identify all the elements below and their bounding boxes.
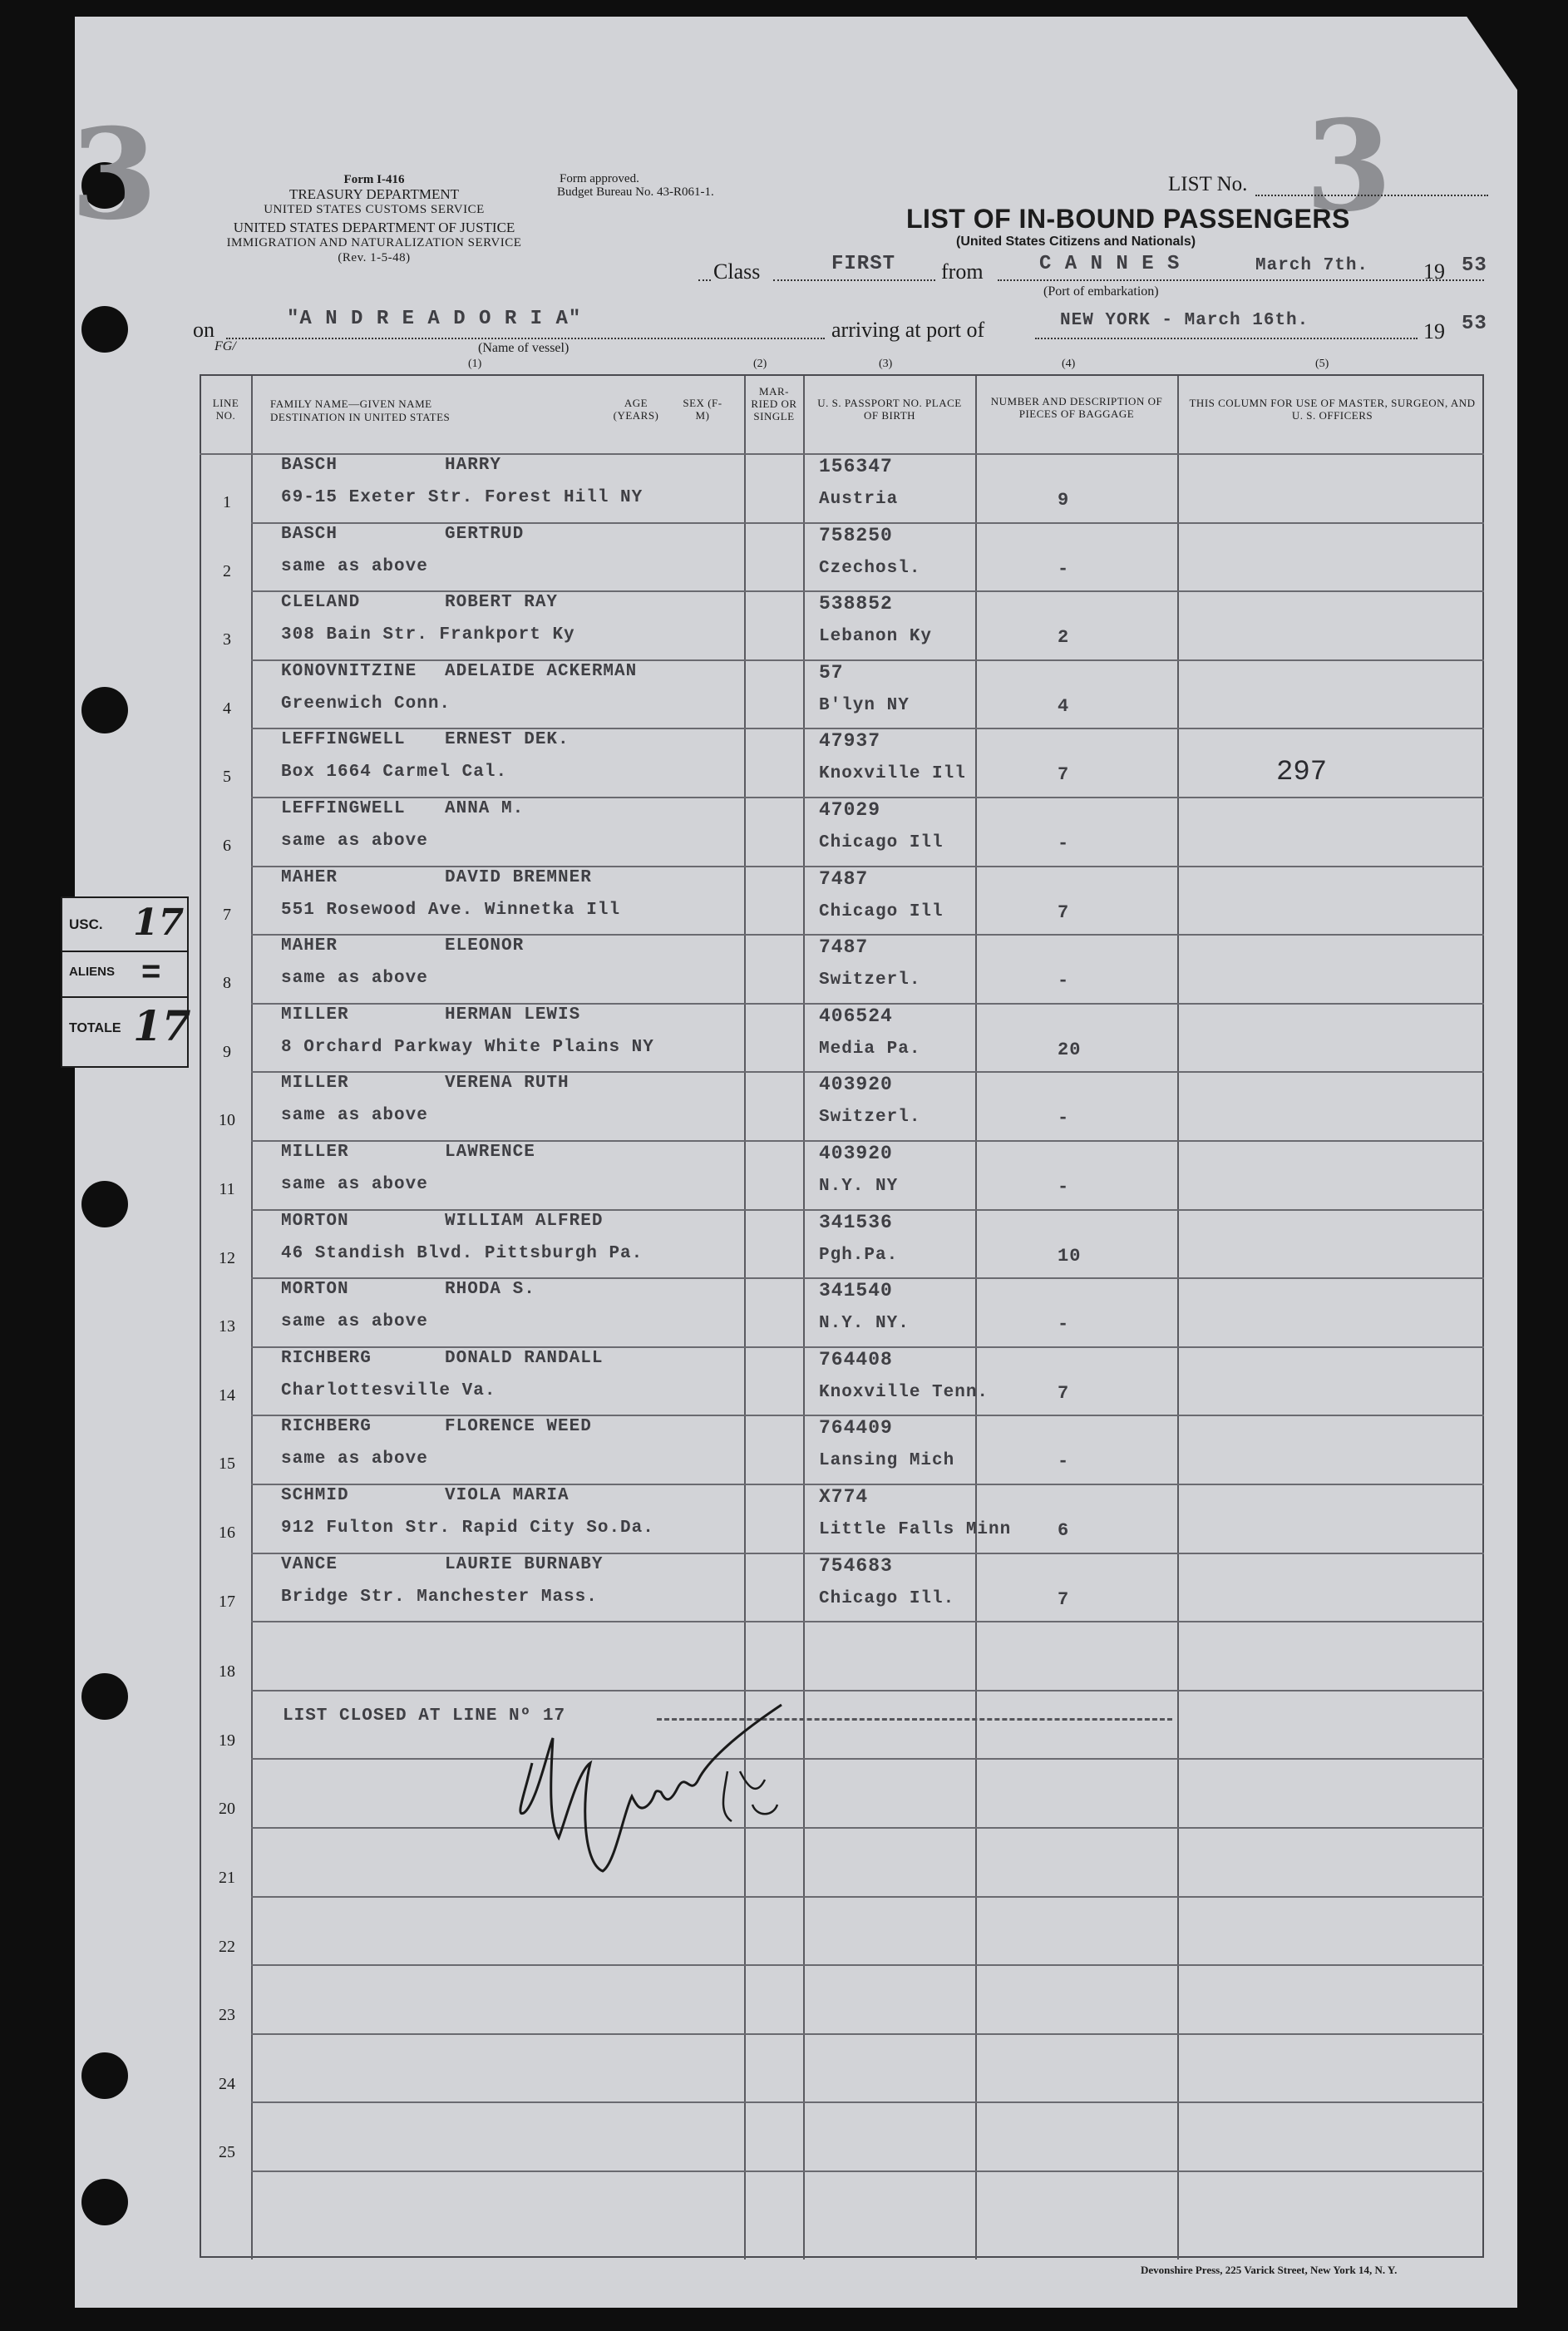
passenger-given-name: ANNA M. — [445, 799, 525, 818]
passport-number: 57 — [819, 662, 844, 684]
line-number: 10 — [219, 1111, 235, 1129]
row-rule — [251, 1209, 1484, 1211]
line-number: 16 — [219, 1524, 235, 1542]
place-of-birth: Chicago Ill — [819, 833, 944, 852]
line-number: 7 — [223, 906, 231, 924]
row-rule — [251, 1071, 1484, 1073]
corner-number-left: 3 — [71, 101, 158, 248]
passport-number: 764408 — [819, 1349, 893, 1370]
passenger-surname: RICHBERG — [281, 1417, 372, 1436]
passport-number: 7487 — [819, 936, 869, 958]
passport-number: 156347 — [819, 456, 893, 477]
place-of-birth: Little Falls Minn — [819, 1520, 1012, 1539]
passenger-surname: MILLER — [281, 1074, 349, 1093]
passenger-destination: 69-15 Exeter Str. Forest Hill NY — [281, 488, 643, 507]
line-number: 14 — [219, 1386, 235, 1405]
passenger-destination: Charlottesville Va. — [281, 1381, 496, 1400]
baggage-count: 7 — [1058, 764, 1070, 785]
tally-rule — [62, 996, 187, 998]
margin-note: FG/ — [214, 339, 236, 353]
line-number: 23 — [219, 2006, 235, 2024]
passenger-destination: same as above — [281, 1449, 428, 1469]
passport-number: 47029 — [819, 799, 881, 821]
passenger-destination: 46 Standish Blvd. Pittsburgh Pa. — [281, 1244, 643, 1263]
place-of-birth: Chicago Ill. — [819, 1589, 955, 1608]
line-number: 1 — [223, 493, 231, 511]
passenger-surname: LEFFINGWELL — [281, 799, 406, 818]
passenger-destination: Greenwich Conn. — [281, 694, 451, 714]
class-line — [698, 279, 711, 281]
punch-hole — [81, 1181, 128, 1227]
passenger-surname: CLELAND — [281, 593, 361, 612]
passport-number: 764409 — [819, 1417, 893, 1439]
baggage-count: 9 — [1058, 490, 1070, 511]
passenger-surname: MORTON — [281, 1280, 349, 1299]
passenger-given-name: WILLIAM ALFRED — [445, 1212, 604, 1231]
arrival-line — [1035, 338, 1418, 339]
baggage-count: 10 — [1058, 1246, 1082, 1267]
place-of-birth: Pgh.Pa. — [819, 1246, 899, 1265]
list-number-label: LIST No. — [1168, 173, 1248, 195]
passenger-surname: RICHBERG — [281, 1349, 372, 1368]
passenger-given-name: ELEONOR — [445, 936, 525, 956]
aliens-count: = — [141, 953, 161, 990]
line-number: 12 — [219, 1249, 235, 1267]
row-rule — [251, 1415, 1484, 1416]
row-rule — [251, 934, 1484, 936]
punch-hole — [81, 2179, 128, 2225]
passenger-surname: MAHER — [281, 936, 338, 956]
line-number: 8 — [223, 974, 231, 992]
list-number-line — [1255, 195, 1488, 196]
passenger-surname: MORTON — [281, 1212, 349, 1231]
row-rule — [251, 1003, 1484, 1005]
passenger-destination: same as above — [281, 1106, 428, 1125]
place-of-birth: N.Y. NY. — [819, 1314, 910, 1333]
passenger-given-name: RHODA S. — [445, 1280, 535, 1299]
passenger-given-name: VIOLA MARIA — [445, 1486, 570, 1505]
officer-signature — [499, 1672, 815, 1888]
row-rule — [251, 2170, 1484, 2172]
row-rule — [251, 1964, 1484, 1966]
budget-bureau: Budget Bureau No. 43-R061-1. — [557, 185, 714, 199]
embark-year-prefix: 19 — [1423, 259, 1445, 284]
row-rule — [251, 1553, 1484, 1554]
passenger-destination: 551 Rosewood Ave. Winnetka Ill — [281, 901, 621, 920]
passenger-given-name: VERENA RUTH — [445, 1074, 570, 1093]
line-number: 18 — [219, 1662, 235, 1681]
passport-number: 47937 — [819, 730, 881, 752]
place-of-birth: Czechosl. — [819, 559, 921, 578]
passenger-given-name: FLORENCE WEED — [445, 1417, 592, 1436]
passenger-destination: 308 Bain Str. Frankport Ky — [281, 625, 575, 644]
passenger-destination: 912 Fulton Str. Rapid City So.Da. — [281, 1519, 654, 1538]
corner-number-right: 3 — [1305, 93, 1393, 240]
total-count: 17 — [133, 1001, 191, 1050]
passenger-surname: BASCH — [281, 525, 338, 544]
line-number: 4 — [223, 699, 231, 718]
row-rule — [251, 1758, 1484, 1760]
passenger-given-name: ROBERT RAY — [445, 593, 559, 612]
revision: (Rev. 1-5-48) — [338, 251, 411, 264]
usc-count: 17 — [133, 901, 185, 944]
header-line-no: LINE NO. — [212, 397, 239, 422]
class-value: FIRST — [831, 253, 896, 275]
header-passport: U. S. PASSPORT NO. PLACE OF BIRTH — [817, 397, 962, 422]
row-rule — [251, 1896, 1484, 1898]
arrival-year: 53 — [1462, 313, 1487, 335]
form-header-agencies — [191, 172, 557, 265]
baggage-count: - — [1058, 1314, 1070, 1335]
line-number: 15 — [219, 1454, 235, 1473]
header-married: MAR-RIED OR SINGLE — [751, 385, 797, 422]
header-sex: SEX (F-M) — [683, 397, 722, 422]
embarkation-year: 53 — [1462, 254, 1487, 277]
divider-passport-col — [803, 376, 805, 2259]
justice-dept: UNITED STATES DEPARTMENT OF JUSTICE — [233, 220, 515, 235]
passenger-given-name: ADELAIDE ACKERMAN — [445, 662, 638, 681]
line-number: 3 — [223, 630, 231, 649]
line-number: 17 — [219, 1593, 235, 1611]
passport-number: 758250 — [819, 525, 893, 546]
line-number: 20 — [219, 1800, 235, 1818]
passenger-destination: same as above — [281, 832, 428, 851]
passenger-given-name: ERNEST DEK. — [445, 730, 570, 749]
passport-number: 754683 — [819, 1555, 893, 1577]
printer-footer: Devonshire Press, 225 Varick Street, New York 14, N. Y. — [1141, 2264, 1398, 2276]
passenger-destination: same as above — [281, 969, 428, 988]
passenger-surname: MILLER — [281, 1005, 349, 1025]
total-label: TOTALE — [69, 1021, 121, 1035]
row-rule — [251, 1140, 1484, 1142]
class-label: Class — [713, 259, 761, 284]
header-bottom-rule — [200, 453, 1484, 455]
tally-box — [61, 896, 189, 1068]
passport-number: X774 — [819, 1486, 869, 1508]
col-number-1: (1) — [468, 358, 482, 370]
officer-note: 297 — [1276, 757, 1328, 788]
baggage-count: - — [1058, 970, 1070, 991]
passport-number: 403920 — [819, 1074, 893, 1095]
line-number: 21 — [219, 1869, 235, 1887]
header-destination: DESTINATION IN UNITED STATES — [270, 411, 451, 423]
line-number: 19 — [219, 1731, 235, 1750]
vessel-caption: (Name of vessel) — [478, 341, 570, 355]
place-of-birth: Media Pa. — [819, 1040, 921, 1059]
line-number: 11 — [219, 1180, 235, 1198]
punch-hole — [81, 306, 128, 353]
port-embarkation-caption: (Port of embarkation) — [1043, 284, 1159, 299]
form-title: LIST OF IN-BOUND PASSENGERS — [906, 204, 1350, 234]
place-of-birth: Switzerl. — [819, 970, 921, 990]
embarkation-date: March 7th. — [1255, 256, 1369, 275]
list-closed-note: LIST CLOSED AT LINE Nº 17 — [283, 1706, 566, 1726]
passport-number: 403920 — [819, 1143, 893, 1164]
ins-service: IMMIGRATION AND NATURALIZATION SERVICE — [226, 236, 522, 249]
baggage-count: - — [1058, 833, 1070, 854]
line-number: 2 — [223, 562, 231, 580]
place-of-birth: Chicago Ill — [819, 902, 944, 921]
row-rule — [251, 1484, 1484, 1485]
place-of-birth: Lansing Mich — [819, 1451, 955, 1470]
place-of-birth: Knoxville Ill — [819, 764, 966, 783]
baggage-count: 7 — [1058, 1383, 1070, 1404]
customs-service: UNITED STATES CUSTOMS SERVICE — [264, 203, 485, 216]
place-of-birth: Lebanon Ky — [819, 627, 933, 646]
row-rule — [251, 1277, 1484, 1279]
passenger-surname: BASCH — [281, 456, 338, 475]
arrival-year-prefix: 19 — [1423, 319, 1445, 343]
passport-number: 341536 — [819, 1212, 893, 1233]
vessel-name: "A N D R E A D O R I A" — [287, 308, 582, 330]
baggage-count: 20 — [1058, 1040, 1082, 1060]
passenger-given-name: GERTRUD — [445, 525, 525, 544]
passenger-destination: 8 Orchard Parkway White Plains NY — [281, 1038, 654, 1057]
row-rule — [251, 2101, 1484, 2103]
header-baggage: NUMBER AND DESCRIPTION OF PIECES OF BAGGAGE — [990, 395, 1163, 420]
baggage-count: 4 — [1058, 696, 1070, 717]
line-number: 5 — [223, 768, 231, 786]
row-rule — [251, 866, 1484, 867]
row-rule — [251, 2033, 1484, 2035]
baggage-count: - — [1058, 1451, 1070, 1472]
header-age: AGE (YEARS) — [613, 397, 659, 422]
line-number: 9 — [223, 1043, 231, 1061]
line-number: 6 — [223, 837, 231, 855]
vessel-line — [226, 338, 825, 339]
passenger-given-name: DAVID BREMNER — [445, 868, 592, 887]
passenger-destination: same as above — [281, 1175, 428, 1194]
punch-hole — [81, 2052, 128, 2099]
col-number-3: (3) — [879, 358, 893, 370]
divider-line-col — [251, 376, 253, 2259]
form-approved: Form approved. — [560, 172, 639, 185]
divider-married-col — [744, 376, 746, 2259]
passenger-surname: SCHMID — [281, 1486, 349, 1505]
form-approval — [557, 172, 714, 199]
line-number: 22 — [219, 1938, 235, 1956]
punch-hole — [81, 1673, 128, 1720]
row-rule — [251, 797, 1484, 798]
passport-number: 538852 — [819, 593, 893, 615]
line-number: 13 — [219, 1317, 235, 1336]
place-of-birth: Austria — [819, 490, 899, 509]
place-of-birth: N.Y. NY — [819, 1177, 899, 1196]
passport-number: 406524 — [819, 1005, 893, 1027]
divider-baggage-col — [975, 376, 977, 2259]
baggage-count: - — [1058, 559, 1070, 580]
from-label: from — [941, 259, 984, 284]
row-rule — [251, 659, 1484, 661]
port-of-embarkation: C A N N E S — [1039, 253, 1181, 275]
row-rule — [251, 522, 1484, 524]
place-of-birth: B'lyn NY — [819, 696, 910, 715]
class-value-line — [773, 279, 935, 281]
col-number-5: (5) — [1315, 358, 1329, 370]
row-rule — [251, 1346, 1484, 1348]
tally-rule — [62, 951, 187, 952]
passport-number: 341540 — [819, 1280, 893, 1301]
passenger-given-name: DONALD RANDALL — [445, 1349, 604, 1368]
row-rule — [251, 1690, 1484, 1691]
place-of-birth: Switzerl. — [819, 1108, 921, 1127]
passenger-destination: same as above — [281, 557, 428, 576]
usc-label: USC. — [69, 916, 103, 932]
baggage-count: 2 — [1058, 627, 1070, 648]
baggage-count: 6 — [1058, 1520, 1070, 1541]
baggage-count: 7 — [1058, 902, 1070, 923]
passenger-destination: Box 1664 Carmel Cal. — [281, 763, 508, 782]
header-name: FAMILY NAME—GIVEN NAME — [270, 398, 432, 410]
passenger-given-name: HARRY — [445, 456, 502, 475]
passenger-given-name: HERMAN LEWIS — [445, 1005, 581, 1025]
place-of-birth: Knoxville Tenn. — [819, 1383, 989, 1402]
passenger-given-name: LAURIE BURNABY — [445, 1555, 604, 1574]
passenger-destination: same as above — [281, 1312, 428, 1331]
passenger-surname: KONOVNITZINE — [281, 662, 417, 681]
row-rule — [251, 590, 1484, 592]
line-number: 24 — [219, 2075, 235, 2093]
baggage-count: - — [1058, 1177, 1070, 1198]
divider-officers-col — [1177, 376, 1179, 2259]
col-number-2: (2) — [753, 358, 767, 370]
passenger-surname: LEFFINGWELL — [281, 730, 406, 749]
line-number: 25 — [219, 2143, 235, 2161]
header-officers: THIS COLUMN FOR USE OF MASTER, SURGEON, AND U. S. OFFICERS — [1189, 397, 1476, 422]
col-number-4: (4) — [1062, 358, 1076, 370]
passenger-destination: Bridge Str. Manchester Mass. — [281, 1588, 598, 1607]
baggage-count: 7 — [1058, 1589, 1070, 1610]
row-rule — [251, 728, 1484, 729]
aliens-label: ALIENS — [69, 965, 116, 979]
passport-number: 7487 — [819, 868, 869, 890]
row-rule — [251, 1827, 1484, 1829]
passenger-surname: VANCE — [281, 1555, 338, 1574]
form-subtitle: (United States Citizens and Nationals) — [956, 235, 1196, 249]
on-label: on — [193, 318, 214, 342]
row-rule — [251, 1621, 1484, 1622]
arriving-label: arriving at port of — [831, 318, 985, 342]
baggage-count: - — [1058, 1108, 1070, 1128]
treasury-dept: TREASURY DEPARTMENT — [288, 186, 460, 202]
passenger-given-name: LAWRENCE — [445, 1143, 535, 1162]
punch-hole — [81, 687, 128, 733]
arrival-port-date: NEW YORK - March 16th. — [1060, 311, 1309, 330]
passenger-surname: MILLER — [281, 1143, 349, 1162]
form-number: Form I-416 — [343, 173, 405, 186]
passenger-surname: MAHER — [281, 868, 338, 887]
embark-line — [998, 279, 1484, 281]
